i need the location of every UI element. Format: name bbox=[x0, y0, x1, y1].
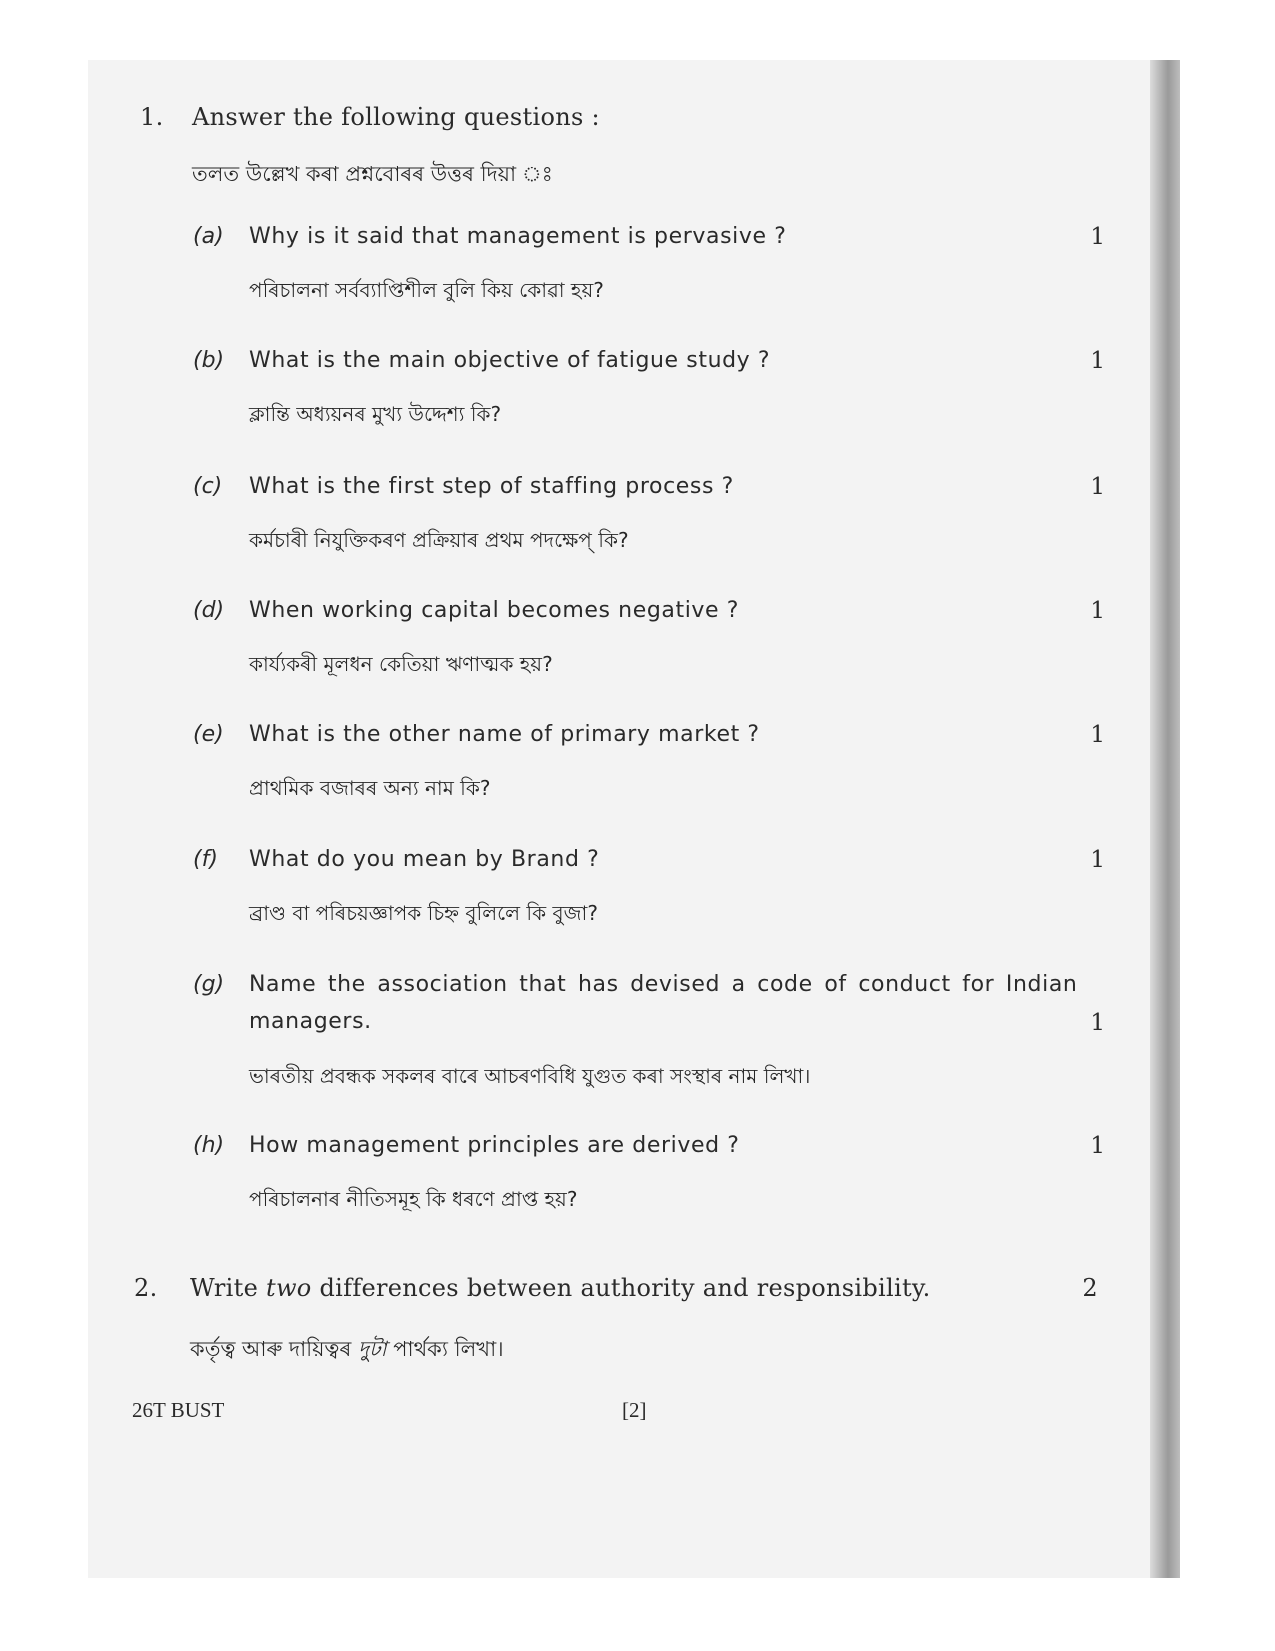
subquestion-label: (f) bbox=[193, 847, 218, 872]
subquestion-text: What is the first step of staffing process ? bbox=[249, 474, 734, 499]
subquestion-label: (b) bbox=[193, 348, 225, 373]
question-text-emphasis: two bbox=[266, 1274, 312, 1302]
subquestion-marks: 1 bbox=[1090, 1010, 1105, 1036]
subquestion-assamese: ব্ৰাণ্ড বা পৰিচয়জ্ঞাপক চিহ্ন বুলিলে কি বুজা? bbox=[249, 901, 598, 925]
subquestion-assamese: প্ৰাথমিক বজাৰৰ অন্য নাম কি? bbox=[249, 776, 491, 800]
assamese-emphasis: দুটা bbox=[357, 1337, 387, 1361]
question-2-assamese bbox=[190, 1333, 504, 1368]
subquestion-label: (c) bbox=[193, 474, 223, 499]
subquestion-assamese: পৰিচালনা সৰ্বব্যাপ্তিশীল বুলি কিয় কোৱা হয়? bbox=[249, 278, 604, 302]
subquestion-marks: 1 bbox=[1090, 474, 1105, 500]
subquestion-assamese: ক্লান্তি অধ্যয়নৰ মুখ্য উদ্দেশ্য কি? bbox=[249, 402, 502, 426]
question-text-part: differences between authority and responsibility. bbox=[311, 1274, 931, 1302]
subquestion-assamese: ভাৰতীয় প্ৰবন্ধক সকলৰ বাৰে আচৰণবিধি যুগুত কৰা সংস্থাৰ নাম লিখা। bbox=[249, 1064, 811, 1088]
subquestion-assamese: কৰ্মচাৰী নিযুক্তিকৰণ প্ৰক্ৰিয়াৰ প্ৰথম পদক্ষেপ্‌ কি? bbox=[249, 528, 629, 552]
page-number: [2] bbox=[622, 1398, 647, 1422]
subquestion-label: (d) bbox=[193, 598, 225, 623]
subquestion-text: How management principles are derived ? bbox=[249, 1133, 740, 1158]
subquestion-label: (g) bbox=[193, 972, 225, 997]
page-edge-shadow bbox=[1150, 60, 1180, 1580]
assamese-part: কৰ্তৃত্ব আৰু দায়িত্বৰ bbox=[190, 1337, 358, 1361]
subquestion-text: Why is it said that management is pervasive ? bbox=[249, 224, 787, 249]
question-text bbox=[190, 1274, 931, 1302]
subquestion-marks: 1 bbox=[1090, 847, 1105, 873]
question-marks: 2 bbox=[1082, 1274, 1098, 1302]
subquestion-marks: 1 bbox=[1090, 224, 1105, 250]
page-bottom-margin bbox=[88, 1578, 1180, 1651]
subquestion-label: (e) bbox=[193, 722, 224, 747]
subquestion-text: What is the other name of primary market ? bbox=[249, 722, 760, 747]
subquestion-assamese: পৰিচালনাৰ নীতিসমূহ কি ধৰণে প্ৰাপ্ত হয়? bbox=[249, 1187, 578, 1211]
question-text-part: Write bbox=[190, 1274, 267, 1302]
subquestion-text: What do you mean by Brand ? bbox=[249, 847, 600, 872]
subquestion-assamese: কাৰ্য্যকৰী মূলধন কেতিয়া ঋণাত্মক হয়? bbox=[249, 652, 553, 676]
question-number: 1. bbox=[140, 103, 164, 131]
subquestion-marks: 1 bbox=[1090, 348, 1105, 374]
subquestion-text: Name the association that has devised a code of conduct for Indian managers. bbox=[249, 972, 1078, 1034]
question-text: Answer the following questions : bbox=[192, 103, 600, 131]
subquestion-label: (a) bbox=[193, 224, 224, 249]
question-1-assamese: তলত উল্লেখ কৰা প্ৰশ্নবোৰৰ উত্তৰ দিয়া ঃ bbox=[192, 162, 553, 186]
subquestion-marks: 1 bbox=[1090, 598, 1105, 624]
subquestion-text: What is the main objective of fatigue study ? bbox=[249, 348, 771, 373]
subquestion-marks: 1 bbox=[1090, 722, 1105, 748]
assamese-part: পাৰ্থক্য লিখা। bbox=[386, 1337, 504, 1361]
paper-code: 26T BUST bbox=[132, 1398, 225, 1422]
subquestion-text: When working capital becomes negative ? bbox=[249, 598, 740, 623]
subquestion-marks: 1 bbox=[1090, 1133, 1105, 1159]
question-number: 2. bbox=[134, 1274, 158, 1302]
subquestion-label: (h) bbox=[193, 1133, 225, 1158]
